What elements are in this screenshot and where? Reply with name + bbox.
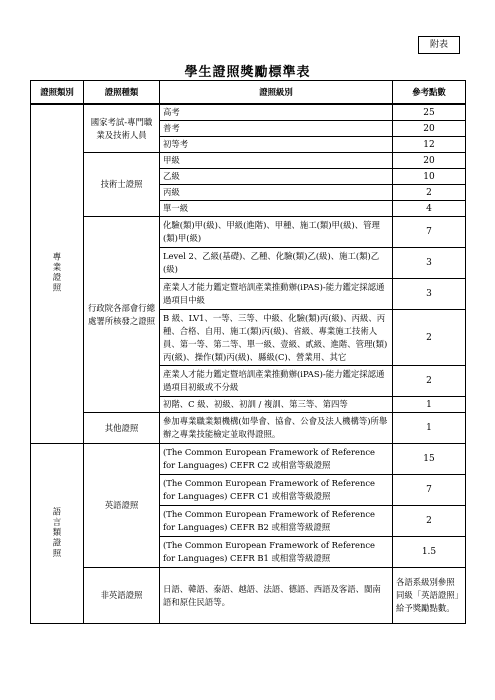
category-professional (31, 104, 84, 444)
category-language (31, 444, 84, 624)
points-cell: 25 (393, 104, 466, 121)
category-label: 語言類證照 (52, 506, 62, 559)
table-row (31, 444, 466, 475)
points-cell: 各語系級別參照同級「英語證照」給予獎勵點數。 (393, 568, 466, 624)
level-cell: 產業人才能力鑑定暨培訓產業推動辦(iPAS)-能力鑑定採認通過項目初級或不分級 (160, 366, 393, 397)
page-title: 學生證照獎勵標準表 (184, 65, 311, 80)
level-cell: 初等考 (160, 137, 393, 153)
points-cell: 2 (393, 185, 466, 201)
points-cell: 10 (393, 169, 466, 185)
points-cell: 3 (393, 248, 466, 279)
points-cell: 2 (393, 506, 466, 537)
table-row (31, 568, 466, 624)
level-cell: (The Common European Framework of Reference for Languages) CEFR B2 或相當等級證照 (160, 506, 393, 537)
level-cell: 甲級 (160, 153, 393, 169)
category-label: 專業證照 (52, 252, 62, 294)
level-cell: 乙級 (160, 169, 393, 185)
table-row (31, 104, 466, 121)
type-technician: 技術士證照 (84, 153, 160, 217)
points-cell: 1.5 (393, 537, 466, 568)
level-cell: 產業人才能力鑑定暨培訓產業推動辦(iPAS)-能力鑑定採認通過項目中級 (160, 279, 393, 310)
level-cell: (The Common European Framework of Reference for Languages) CEFR B1 或相當等級證照 (160, 537, 393, 568)
points-cell: 3 (393, 279, 466, 310)
points-cell: 20 (393, 121, 466, 137)
level-cell: 單一級 (160, 201, 393, 217)
type-national-exam: 國家考試-專門職業及技術人員 (84, 104, 160, 153)
type-ministry: 行政院各部會行總處署所核發之證照 (84, 217, 160, 413)
points-cell: 20 (393, 153, 466, 169)
level-cell: 丙級 (160, 185, 393, 201)
table-row (31, 153, 466, 169)
points-cell: 12 (393, 137, 466, 153)
points-cell: 1 (393, 397, 466, 413)
level-cell: Level 2、乙級(基礎)、乙種、化驗(類)乙(級)、施工(類)乙(級) (160, 248, 393, 279)
points-cell: 7 (393, 475, 466, 506)
points-cell: 15 (393, 444, 466, 475)
level-cell: (The Common European Framework of Reference for Languages) CEFR C2 或相當等級證照 (160, 444, 393, 475)
points-cell: 2 (393, 366, 466, 397)
certificate-table (30, 80, 466, 624)
points-cell: 2 (393, 310, 466, 366)
attachment-label: 附表 (418, 36, 460, 54)
level-cell: 參加專業職業類機構(如學會、協會、公會及法人機構等)所舉辦之專業技能檢定並取得證照。 (160, 413, 393, 444)
level-cell: 初階、C 級、初級、初訓 / 複訓、第三等、第四等 (160, 397, 393, 413)
header-type: 證照種類 (84, 81, 160, 105)
level-cell: (The Common European Framework of Reference for Languages) CEFR C1 或相當等級證照 (160, 475, 393, 506)
type-non-english: 非英語證照 (84, 568, 160, 624)
type-english: 英語證照 (84, 444, 160, 568)
level-cell: 高考 (160, 104, 393, 121)
header-points: 參考點數 (393, 81, 466, 105)
table-row (31, 413, 466, 444)
level-cell: B 級、LV1、一等、三等、中級、化驗(類)丙(級)、丙級、丙種、合格、自用、施工(類)丙(級)、省級、專業施工技術人員、第一等、第二等、單一級、壹級、貳級、進階、管理(類)丙(級)、操作(類)丙(級)、縣級(C)、營業用、其它 (160, 310, 393, 366)
level-cell: 化驗(類)甲(級)、甲級(進階)、甲種、施工(類)甲(級)、管理(類)甲(級) (160, 217, 393, 248)
points-cell: 1 (393, 413, 466, 444)
points-cell: 7 (393, 217, 466, 248)
points-cell: 4 (393, 201, 466, 217)
type-other: 其他證照 (84, 413, 160, 444)
level-cell: 普考 (160, 121, 393, 137)
level-cell: 日語、韓語、泰語、越語、法語、德語、西語及客語、閩南語和原住民語等。 (160, 568, 393, 624)
header-level: 證照級別 (160, 81, 393, 105)
table-header-row (31, 81, 466, 105)
header-category: 證照類別 (31, 81, 84, 105)
table-row (31, 217, 466, 248)
